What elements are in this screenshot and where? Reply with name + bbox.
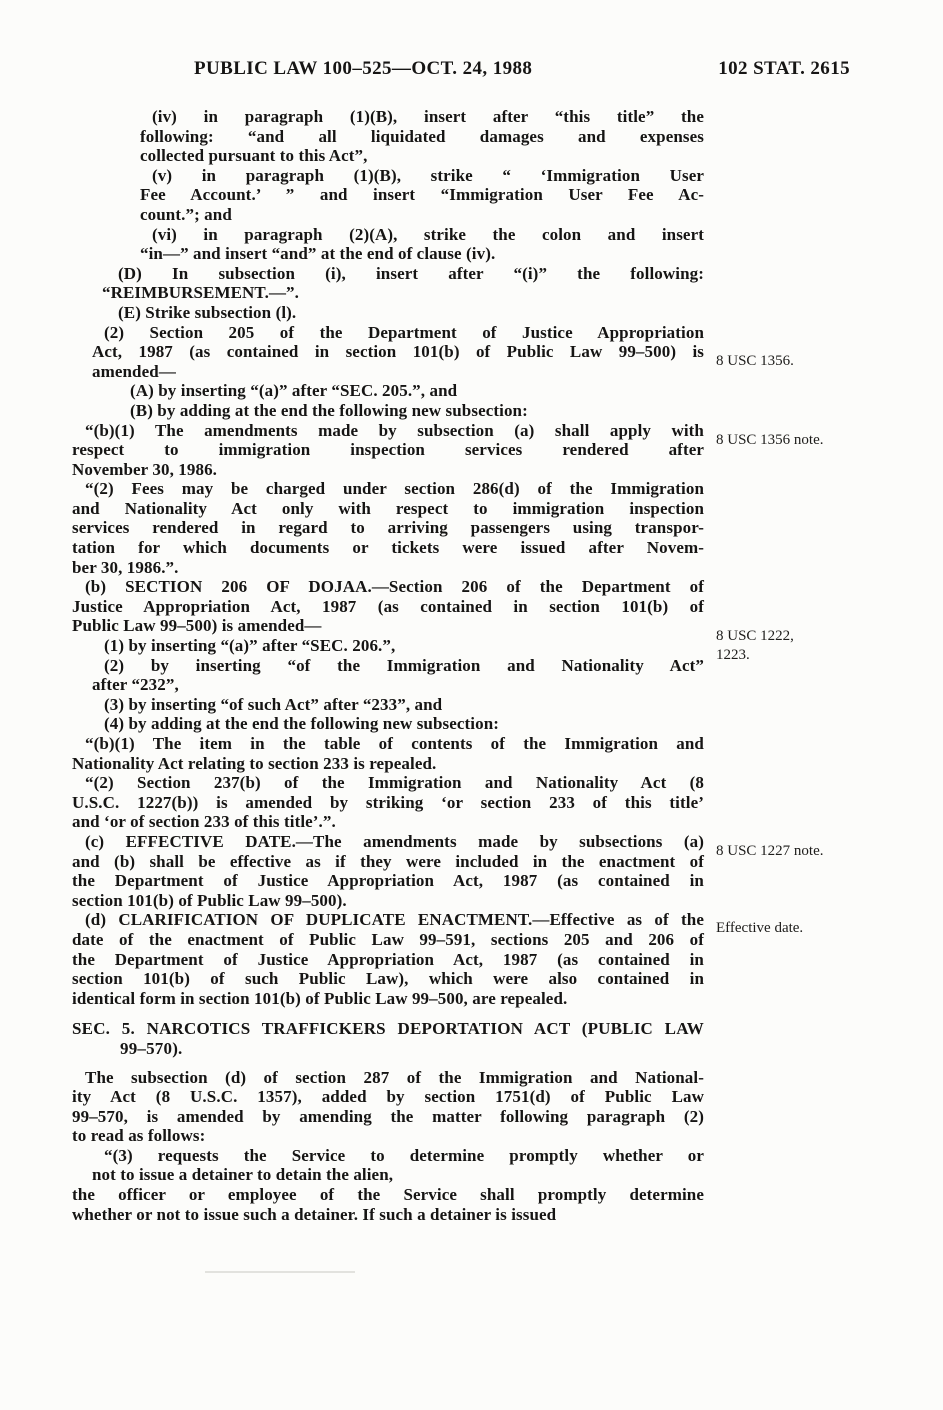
text-line: whether or not to issue such a detainer. If such a detainer is issued: [72, 1204, 557, 1224]
margin-note-line: 8 USC 1227 note.: [716, 843, 824, 859]
text-line: “(2) Fees may be charged under section 286(d) of the Immigration: [85, 479, 704, 499]
text-line: “(b)(1) The amendments made by subsection (a) shall apply with: [85, 420, 704, 440]
scan-artifact: [205, 1271, 355, 1273]
paragraph: [72, 303, 704, 323]
paragraph: [72, 107, 704, 166]
margin-note-line: 1223.: [716, 647, 750, 663]
stat-citation: 102 STAT. 2615: [718, 58, 850, 79]
paragraph: [72, 323, 704, 382]
text-line: not to issue a detainer to detain the alien,: [92, 1165, 394, 1185]
text-line: ity Act (8 U.S.C. 1357), added by section 1751(d) of Public Law: [72, 1087, 704, 1107]
text-line: count.”; and: [140, 204, 232, 224]
text-line: section 101(b) of such Public Law), which were also contained in: [72, 969, 704, 989]
text-column: [72, 107, 704, 1224]
text-line: tation for which documents or tickets were issued after Novem-: [72, 538, 704, 558]
page-header: [72, 58, 850, 80]
text-line: and ‘or of section 233 of this title’.”.: [72, 812, 336, 832]
text-line: 99–570, is amended by amending the matter following paragraph (2): [72, 1106, 704, 1126]
margin-note-line: Effective date.: [716, 920, 804, 936]
text-line: (E) Strike subsection (l).: [118, 302, 297, 322]
text-line: (b) SECTION 206 OF DOJAA.—Section 206 of the Department of: [85, 577, 704, 597]
margin-note: [716, 842, 886, 861]
text-line: (2) Section 205 of the Department of Justice Appropriation: [104, 322, 704, 342]
margin-note-line: 8 USC 1222,: [716, 628, 794, 644]
text-line: SEC. 5. NARCOTICS TRAFFICKERS DEPORTATION ACT (PUBLIC LAW: [72, 1019, 704, 1039]
text-line: date of the enactment of Public Law 99–591, sections 205 and 206 of: [72, 929, 704, 949]
text-line: U.S.C. 1227(b)) is amended by striking ‘or section 233 of this title’: [72, 792, 704, 812]
text-line: the Department of Justice Appropriation Act, 1987 (as contained in: [72, 949, 704, 969]
text-line: “(3) requests the Service to determine promptly whether or: [104, 1145, 704, 1165]
text-line: “(b)(1) The item in the table of contents of the Immigration and: [85, 734, 704, 753]
text-line: (iv) in paragraph (1)(B), insert after “this title” the: [152, 107, 704, 126]
margin-note: [716, 352, 886, 371]
text-line: (c) EFFECTIVE DATE.—The amendments made by subsections (a): [85, 831, 704, 851]
paragraph: [72, 264, 704, 303]
law-title: PUBLIC LAW 100–525—OCT. 24, 1988: [194, 58, 533, 79]
section-heading: [72, 1019, 704, 1058]
text-line: (vi) in paragraph (2)(A), strike the colon and insert: [152, 224, 704, 244]
text-line: 99–570).: [120, 1038, 183, 1058]
text-line: Justice Appropriation Act, 1987 (as contained in section 101(b) of: [72, 596, 704, 616]
text-line: (2) by inserting “of the Immigration and Nationality Act”: [104, 655, 704, 675]
text-line: the officer or employee of the Service shall promptly determine: [72, 1185, 704, 1205]
margin-note: [716, 431, 886, 450]
margin-note-line: 8 USC 1356 note.: [716, 432, 824, 448]
text-line: (v) in paragraph (1)(B), strike “ ‘Immigration User: [152, 165, 704, 185]
paragraph: [72, 734, 704, 773]
paragraph: [72, 910, 704, 1008]
margin-note: [716, 627, 886, 665]
paragraph: [72, 636, 704, 656]
text-line: amended—: [92, 361, 176, 381]
text-line: (d) CLARIFICATION OF DUPLICATE ENACTMENT.—Effective as of the: [85, 910, 704, 930]
paragraph: [72, 1146, 704, 1185]
text-line: “in—” and insert “and” at the end of clause (iv).: [140, 244, 496, 264]
text-line: the Department of Justice Appropriation Act, 1987 (as contained in: [72, 871, 704, 891]
text-line: (4) by adding at the end the following new subsection:: [104, 714, 500, 734]
text-line: and Nationality Act only with respect to immigration inspection: [72, 498, 704, 518]
text-line: (3) by inserting “of such Act” after “233”, and: [104, 694, 443, 714]
paragraph: [72, 832, 704, 910]
paragraph: [72, 401, 704, 421]
text-line: ber 30, 1986.”.: [72, 557, 179, 577]
margin-note-line: 8 USC 1356.: [716, 353, 794, 369]
text-line: respect to immigration inspection services rendered after: [72, 440, 704, 460]
text-line: Nationality Act relating to section 233 is repealed.: [72, 753, 437, 773]
paragraph: [72, 656, 704, 695]
text-line: (A) by inserting “(a)” after “SEC. 205.”, and: [130, 381, 458, 401]
paragraph: [72, 421, 704, 480]
paragraph: [72, 479, 704, 577]
text-line: (B) by adding at the end the following new subsection:: [130, 400, 528, 420]
text-line: “REIMBURSEMENT.—”.: [102, 283, 300, 303]
text-line: The subsection (d) of section 287 of the Immigration and National-: [85, 1067, 704, 1087]
text-line: (1) by inserting “(a)” after “SEC. 206.”,: [104, 636, 396, 656]
text-line: November 30, 1986.: [72, 459, 218, 479]
text-line: after “232”,: [92, 675, 179, 695]
paragraph: [72, 773, 704, 832]
paragraph: [72, 166, 704, 225]
text-line: following: “and all liquidated damages and expenses: [140, 126, 704, 146]
paragraph: [72, 577, 704, 636]
text-line: collected pursuant to this Act”,: [140, 146, 368, 166]
text-line: “(2) Section 237(b) of the Immigration and Nationality Act (8: [85, 773, 704, 793]
text-line: (D) In subsection (i), insert after “(i)” the following:: [118, 263, 704, 283]
paragraph: [72, 1068, 704, 1146]
paragraph: [72, 695, 704, 715]
paragraph: [72, 381, 704, 401]
text-line: and (b) shall be effective as if they were included in the enactment of: [72, 851, 704, 871]
text-line: section 101(b) of Public Law 99–500).: [72, 890, 347, 910]
paragraph: [72, 714, 704, 734]
margin-note: [716, 919, 886, 938]
text-line: to read as follows:: [72, 1126, 206, 1146]
text-line: Public Law 99–500) is amended—: [72, 616, 322, 636]
text-line: Fee Account.’ ” and insert “Immigration User Fee Ac-: [140, 185, 704, 205]
paragraph: [72, 1185, 704, 1224]
text-line: Act, 1987 (as contained in section 101(b) of Public Law 99–500) is: [92, 342, 704, 362]
text-line: services rendered in regard to arriving passengers using transpor-: [72, 518, 704, 538]
text-line: identical form in section 101(b) of Public Law 99–500, are repealed.: [72, 988, 568, 1008]
paragraph: [72, 225, 704, 264]
